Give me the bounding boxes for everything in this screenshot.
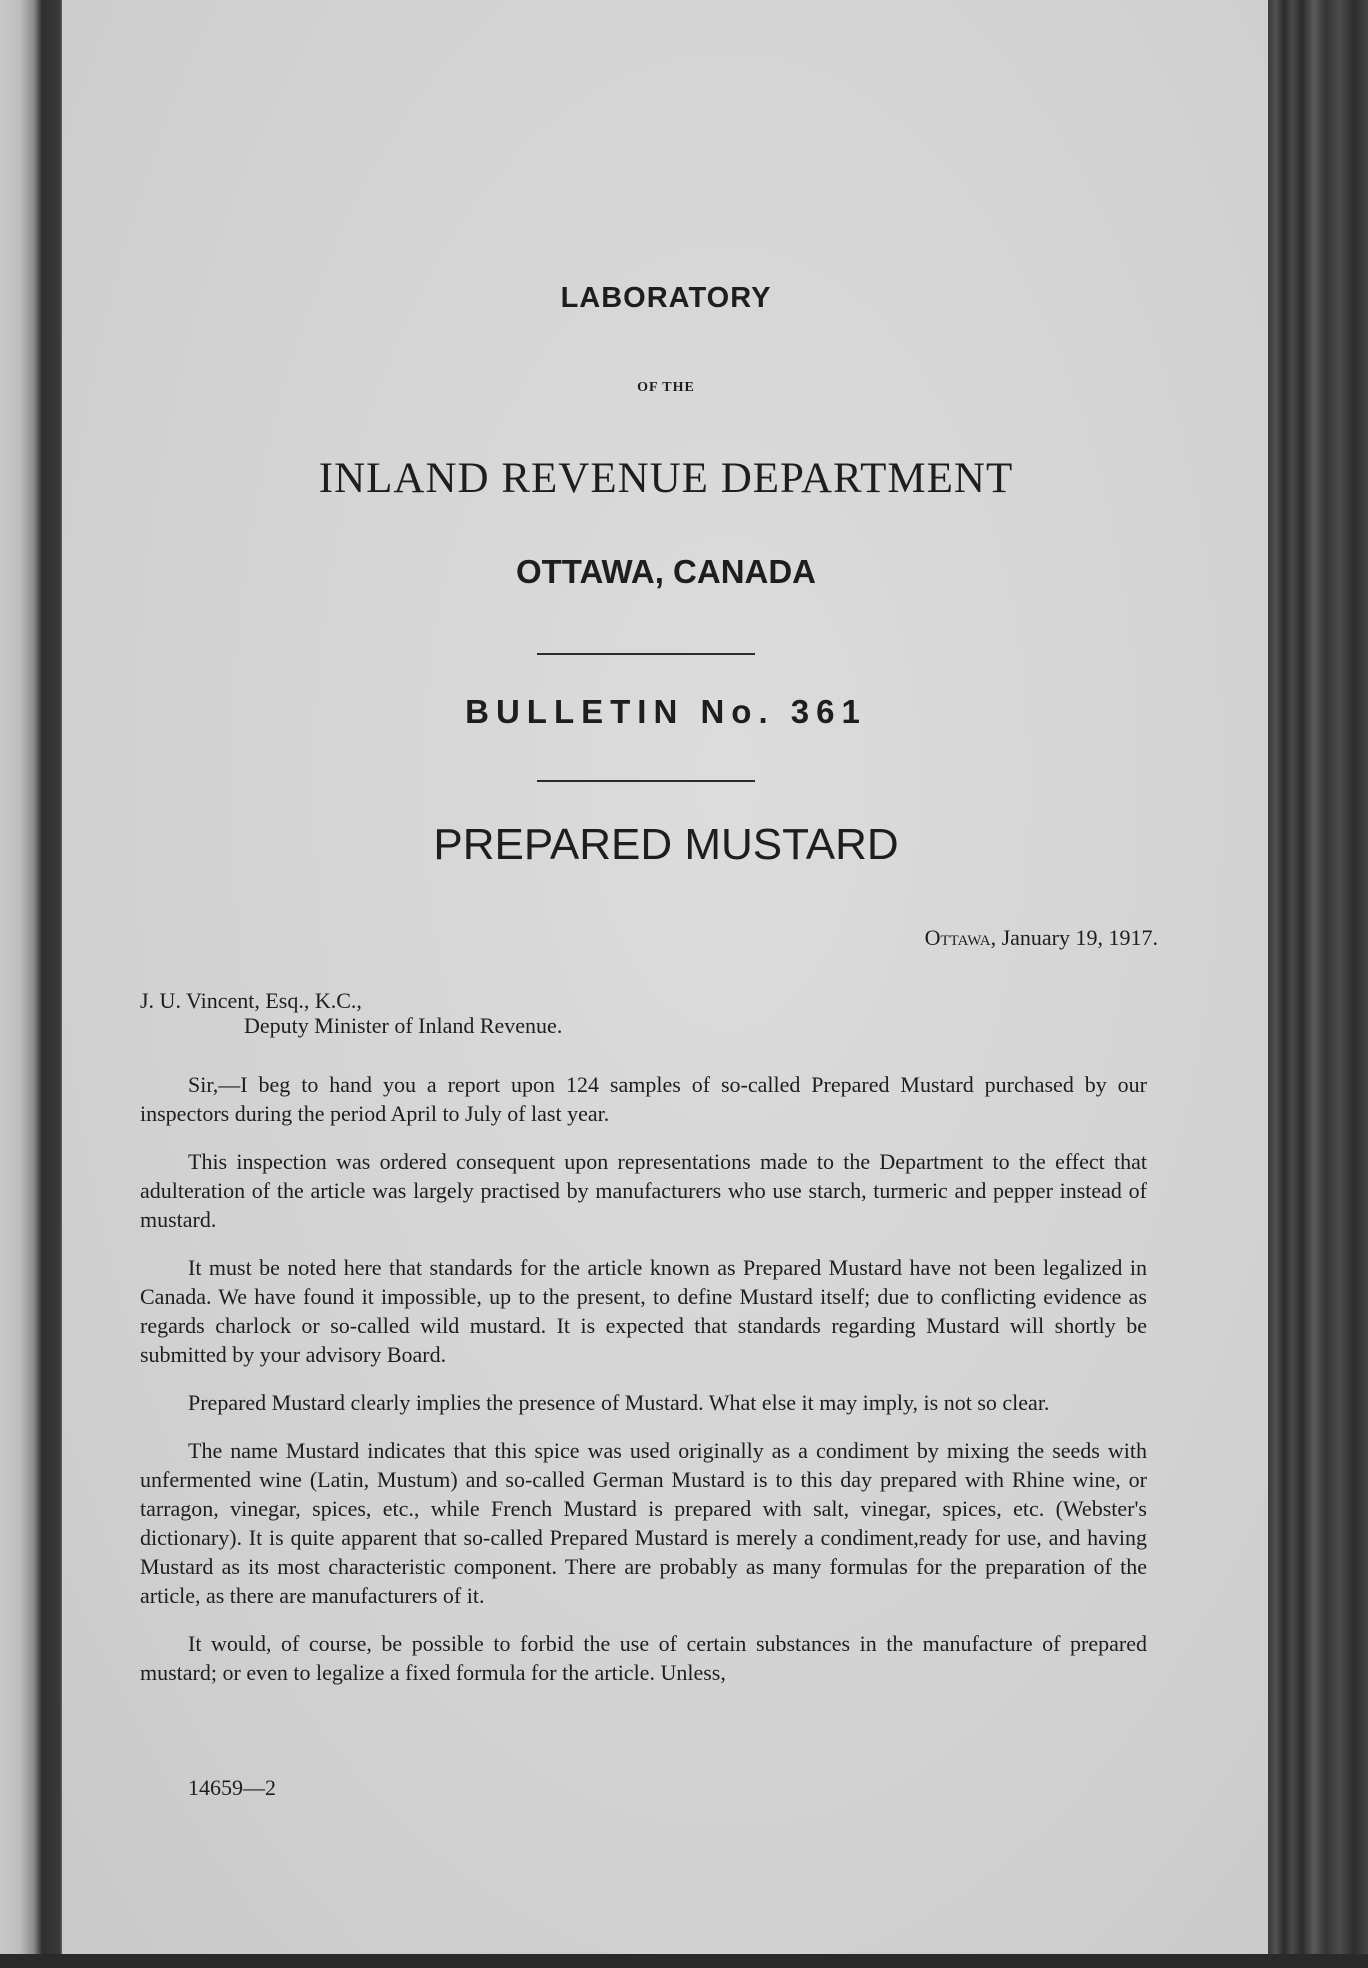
book-pages-right	[1268, 0, 1368, 1968]
paragraph: Sir,—I beg to hand you a report upon 124 samples of so-called Prepared Mustard purchased by our inspectors during the period April to July of last year.	[140, 1072, 1147, 1126]
paragraph: The name Mustard indicates that this spice was used originally as a condiment by mixing the seeds with unfermented wine (Latin, Mustum) and so-called German Mustard is to this day prepared with Rhine wine, or tarragon, vinegar, spices, etc., while French Mustard is prepared with salt, vinegar, spices, etc. (Webster's dictionary). It is quite apparent that so-called Prepared Mustard is merely a condiment,ready for use, and having Mustard as its most characteristic component. There are probably as many formulas for the preparation of the article, as there are manufacturers of it.	[140, 1438, 1147, 1608]
of-the-heading: OF THE	[637, 380, 695, 395]
document-page	[62, 0, 1270, 1954]
letter-body	[140, 1070, 1147, 1706]
recipient-name: J. U. Vincent, Esq., K.C.,	[140, 988, 362, 1013]
signature-number: 14659—2	[188, 1775, 276, 1800]
laboratory-heading: LABORATORY	[560, 282, 772, 314]
paragraph: It must be noted here that standards for the article known as Prepared Mustard have not been legalized in Canada. We have found it impossible, up to the present, to define Mustard itself; due to conflicting evidence as regards charlock or so-called wild mustard. It is expected that standards regarding Mustard will shortly be submitted by your advisory Board.	[140, 1255, 1147, 1367]
paragraph: This inspection was ordered consequent upon representations made to the Department to the effect that adulteration of the article was largely practised by manufacturers who use starch, turmeric and pepper instead of mustard.	[140, 1149, 1147, 1232]
recipient-title: Deputy Minister of Inland Revenue.	[244, 1013, 563, 1038]
letter-date: January 19, 1917.	[1001, 925, 1158, 950]
page-title: PREPARED MUSTARD	[433, 820, 899, 869]
bulletin-number: BULLETIN No. 361	[465, 693, 867, 730]
date-place: Ottawa,	[924, 925, 997, 950]
paragraph: Prepared Mustard clearly implies the presence of Mustard. What else it may imply, is not so clear.	[188, 1390, 1050, 1415]
book-binding-left	[0, 0, 70, 1968]
paragraph: It would, of course, be possible to forbid the use of certain substances in the manufacture of prepared mustard; or even to legalize a fixed formula for the article. Unless,	[140, 1631, 1147, 1685]
divider-rule	[537, 653, 755, 655]
book-edge-bottom	[0, 1954, 1368, 1968]
department-heading: INLAND REVENUE DEPARTMENT	[318, 455, 1014, 502]
divider-rule	[537, 780, 755, 782]
letter-dateline	[925, 925, 1158, 951]
location-heading: OTTAWA, CANADA	[515, 553, 817, 590]
